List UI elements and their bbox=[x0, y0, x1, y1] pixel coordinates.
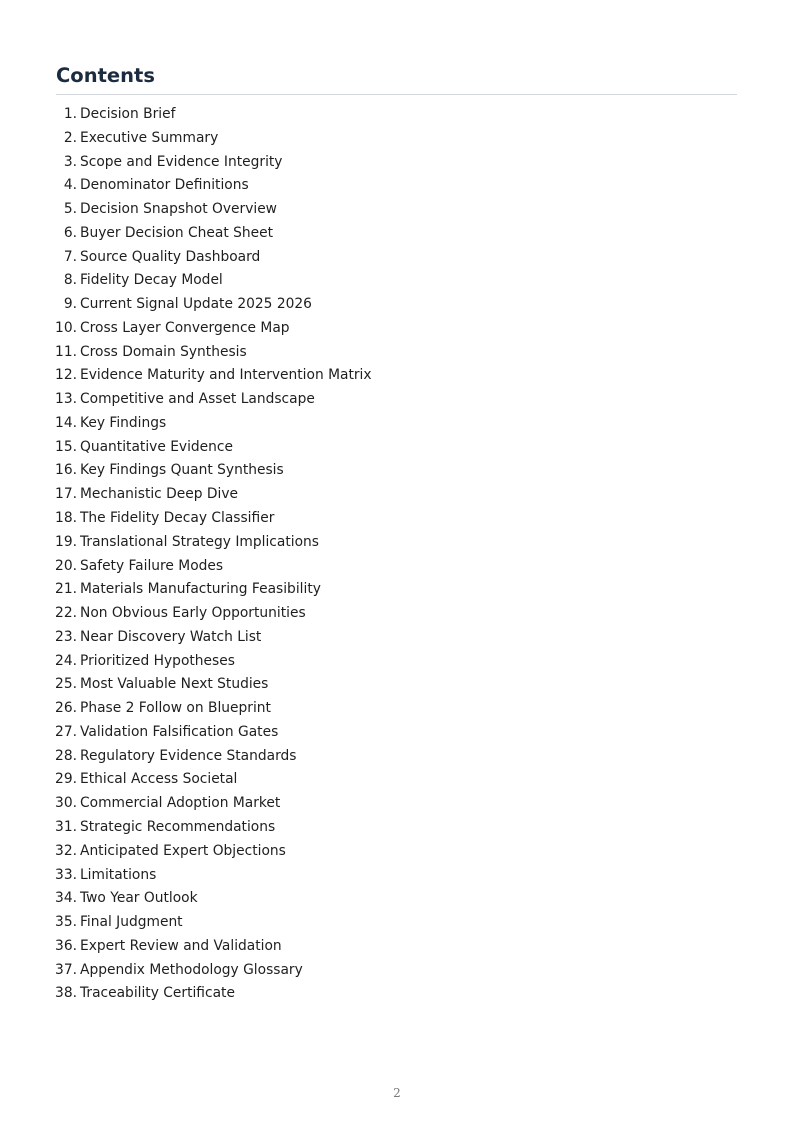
toc-item-number: 15. bbox=[55, 438, 77, 455]
toc-item-label: Source Quality Dashboard bbox=[80, 248, 261, 265]
toc-item-label: Safety Failure Modes bbox=[80, 557, 224, 574]
toc-item-number: 30. bbox=[55, 795, 77, 812]
toc-item-number: 25. bbox=[55, 676, 77, 693]
toc-item-number: 12. bbox=[55, 367, 77, 384]
toc-item-number: 2. bbox=[63, 129, 77, 146]
toc-item-number: 10. bbox=[55, 319, 77, 336]
toc-item-label: Buyer Decision Cheat Sheet bbox=[80, 224, 274, 241]
toc-item-number: 11. bbox=[55, 343, 77, 360]
toc-item-label: Decision Brief bbox=[80, 106, 176, 122]
toc-item-label: Cross Domain Synthesis bbox=[80, 343, 247, 360]
toc-item-label: Near Discovery Watch List bbox=[80, 628, 262, 645]
toc-item-number: 1. bbox=[63, 106, 77, 122]
toc-item-number: 6. bbox=[63, 224, 77, 241]
toc-item-label: Fidelity Decay Model bbox=[80, 272, 223, 289]
toc-item-number: 16. bbox=[55, 462, 77, 479]
toc-item-label: Decision Snapshot Overview bbox=[80, 201, 277, 218]
toc-item-label: Strategic Recommendations bbox=[80, 818, 276, 835]
toc-item-number: 21. bbox=[55, 581, 77, 598]
toc-item-number: 26. bbox=[55, 700, 77, 717]
toc-item-label: Key Findings Quant Synthesis bbox=[80, 462, 284, 479]
toc-item-number: 13. bbox=[55, 391, 77, 408]
page-number: 2 bbox=[393, 1086, 401, 1100]
toc-item-number: 33. bbox=[55, 866, 77, 883]
toc-item-number: 36. bbox=[55, 937, 77, 954]
toc-item-label: Anticipated Expert Objections bbox=[80, 842, 286, 859]
toc-item-label: Evidence Maturity and Intervention Matrix bbox=[80, 367, 372, 384]
toc-item-label: Regulatory Evidence Standards bbox=[80, 747, 297, 764]
toc-item-number: 37. bbox=[55, 961, 77, 978]
toc-item-number: 22. bbox=[55, 605, 77, 622]
toc-item-label: Traceability Certificate bbox=[80, 985, 235, 1002]
toc-item-number: 19. bbox=[55, 533, 77, 550]
toc-item-number: 4. bbox=[63, 177, 77, 194]
toc-item-label: Cross Layer Convergence Map bbox=[80, 319, 290, 336]
toc-item-label: Denominator Definitions bbox=[80, 177, 249, 194]
toc-item-number: 38. bbox=[55, 985, 77, 1002]
toc-item-label: Final Judgment bbox=[80, 914, 183, 931]
toc-item-label: Competitive and Asset Landscape bbox=[80, 391, 315, 408]
toc-item-number: 9. bbox=[63, 296, 77, 313]
heading-divider bbox=[56, 94, 737, 95]
toc-item-label: Non Obvious Early Opportunities bbox=[80, 605, 306, 622]
toc-item-number: 3. bbox=[63, 153, 77, 170]
toc-item-label: Translational Strategy Implications bbox=[80, 533, 319, 550]
toc-item-label: Ethical Access Societal bbox=[80, 771, 238, 788]
toc-item-label: Two Year Outlook bbox=[80, 890, 198, 907]
toc-item-label: The Fidelity Decay Classifier bbox=[80, 510, 275, 527]
toc-item-number: 27. bbox=[55, 723, 77, 740]
toc-item-label: Mechanistic Deep Dive bbox=[80, 486, 239, 503]
toc-item-label: Phase 2 Follow on Blueprint bbox=[80, 700, 271, 717]
toc-item-label: Appendix Methodology Glossary bbox=[80, 961, 303, 978]
toc-item-number: 8. bbox=[63, 272, 77, 289]
toc-item-label: Commercial Adoption Market bbox=[80, 795, 281, 812]
toc-item-label: Materials Manufacturing Feasibility bbox=[80, 581, 321, 598]
toc-item-number: 32. bbox=[55, 842, 77, 859]
toc-item-label: Scope and Evidence Integrity bbox=[80, 153, 283, 170]
toc-item-number: 24. bbox=[55, 652, 77, 669]
toc-item-number: 35. bbox=[55, 914, 77, 931]
toc-item-number: 29. bbox=[55, 771, 77, 788]
toc-item-label: Key Findings bbox=[80, 414, 167, 431]
toc-item-number: 18. bbox=[55, 510, 77, 527]
toc-item-label: Most Valuable Next Studies bbox=[80, 676, 269, 693]
toc-item-number: 34. bbox=[55, 890, 77, 907]
toc-item-number: 14. bbox=[55, 414, 77, 431]
toc-item-number: 20. bbox=[55, 557, 77, 574]
toc-item-label: Executive Summary bbox=[80, 129, 219, 146]
toc-item-number: 23. bbox=[55, 628, 77, 645]
toc-item-number: 31. bbox=[55, 818, 77, 835]
toc-item-label: Current Signal Update 2025 2026 bbox=[80, 296, 312, 313]
toc-item-number: 5. bbox=[63, 201, 77, 218]
toc-item-label: Expert Review and Validation bbox=[80, 937, 282, 954]
toc-item-label: Limitations bbox=[80, 866, 157, 883]
toc-item-number: 17. bbox=[55, 486, 77, 503]
toc-item-number: 28. bbox=[55, 747, 77, 764]
toc-item-number: 7. bbox=[63, 248, 77, 265]
toc-item-label: Prioritized Hypotheses bbox=[80, 652, 235, 669]
toc-item-label: Quantitative Evidence bbox=[80, 438, 233, 455]
contents-heading: Contents bbox=[56, 64, 155, 87]
toc-item-label: Validation Falsification Gates bbox=[80, 723, 279, 740]
